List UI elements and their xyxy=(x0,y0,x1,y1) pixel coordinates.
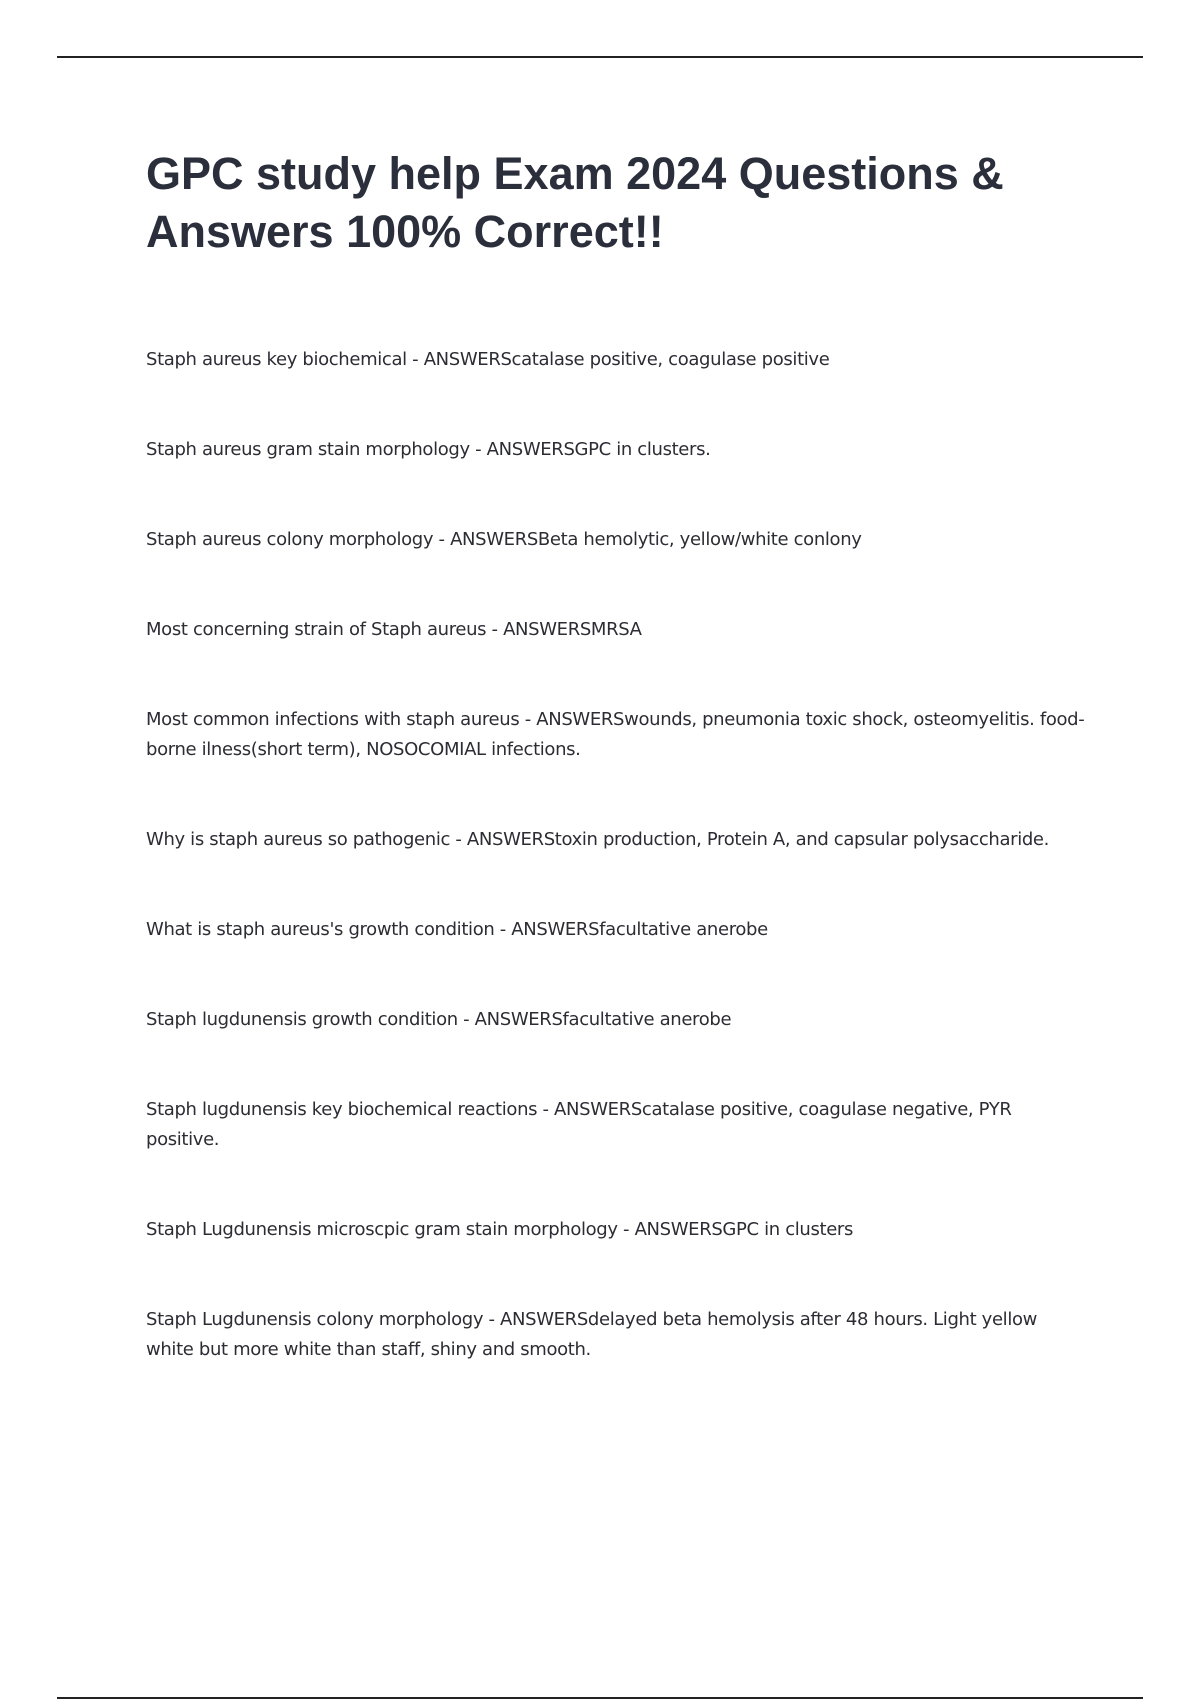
qa-item: Staph lugdunensis growth condition - ANSWERSfacultative anerobe xyxy=(146,1009,732,1030)
qa-item: Most common infections with staph aureus - ANSWERSwounds, pneumonia toxic shock, osteomyelitis. food-borne ilness(short term), NOSOCOMIAL infections. xyxy=(146,709,1085,760)
document-title: GPC study help Exam 2024 Questions & Answers 100% Correct!! xyxy=(146,148,1004,257)
qa-list xyxy=(146,345,1086,1365)
qa-item: Staph Lugdunensis colony morphology - ANSWERSdelayed beta hemolysis after 48 hours. Light yellow white but more white than staff, shiny and smooth. xyxy=(146,1309,1038,1360)
qa-item: Why is staph aureus so pathogenic - ANSWERStoxin production, Protein A, and capsular polysaccharide. xyxy=(146,829,1050,850)
footer-rule xyxy=(57,1697,1143,1699)
qa-item: Staph aureus colony morphology - ANSWERSBeta hemolytic, yellow/white conlony xyxy=(146,529,862,550)
qa-item: Staph Lugdunensis microscpic gram stain morphology - ANSWERSGPC in clusters xyxy=(146,1219,853,1240)
header-rule xyxy=(57,56,1143,58)
qa-item: Staph aureus key biochemical - ANSWERScatalase positive, coagulase positive xyxy=(146,349,830,370)
qa-item: Staph aureus gram stain morphology - ANSWERSGPC in clusters. xyxy=(146,439,711,460)
qa-item: What is staph aureus's growth condition - ANSWERSfacultative anerobe xyxy=(146,919,768,940)
qa-item: Most concerning strain of Staph aureus - ANSWERSMRSA xyxy=(146,619,642,640)
qa-item: Staph lugdunensis key biochemical reactions - ANSWERScatalase positive, coagulase negative, PYR positive. xyxy=(146,1099,1012,1150)
